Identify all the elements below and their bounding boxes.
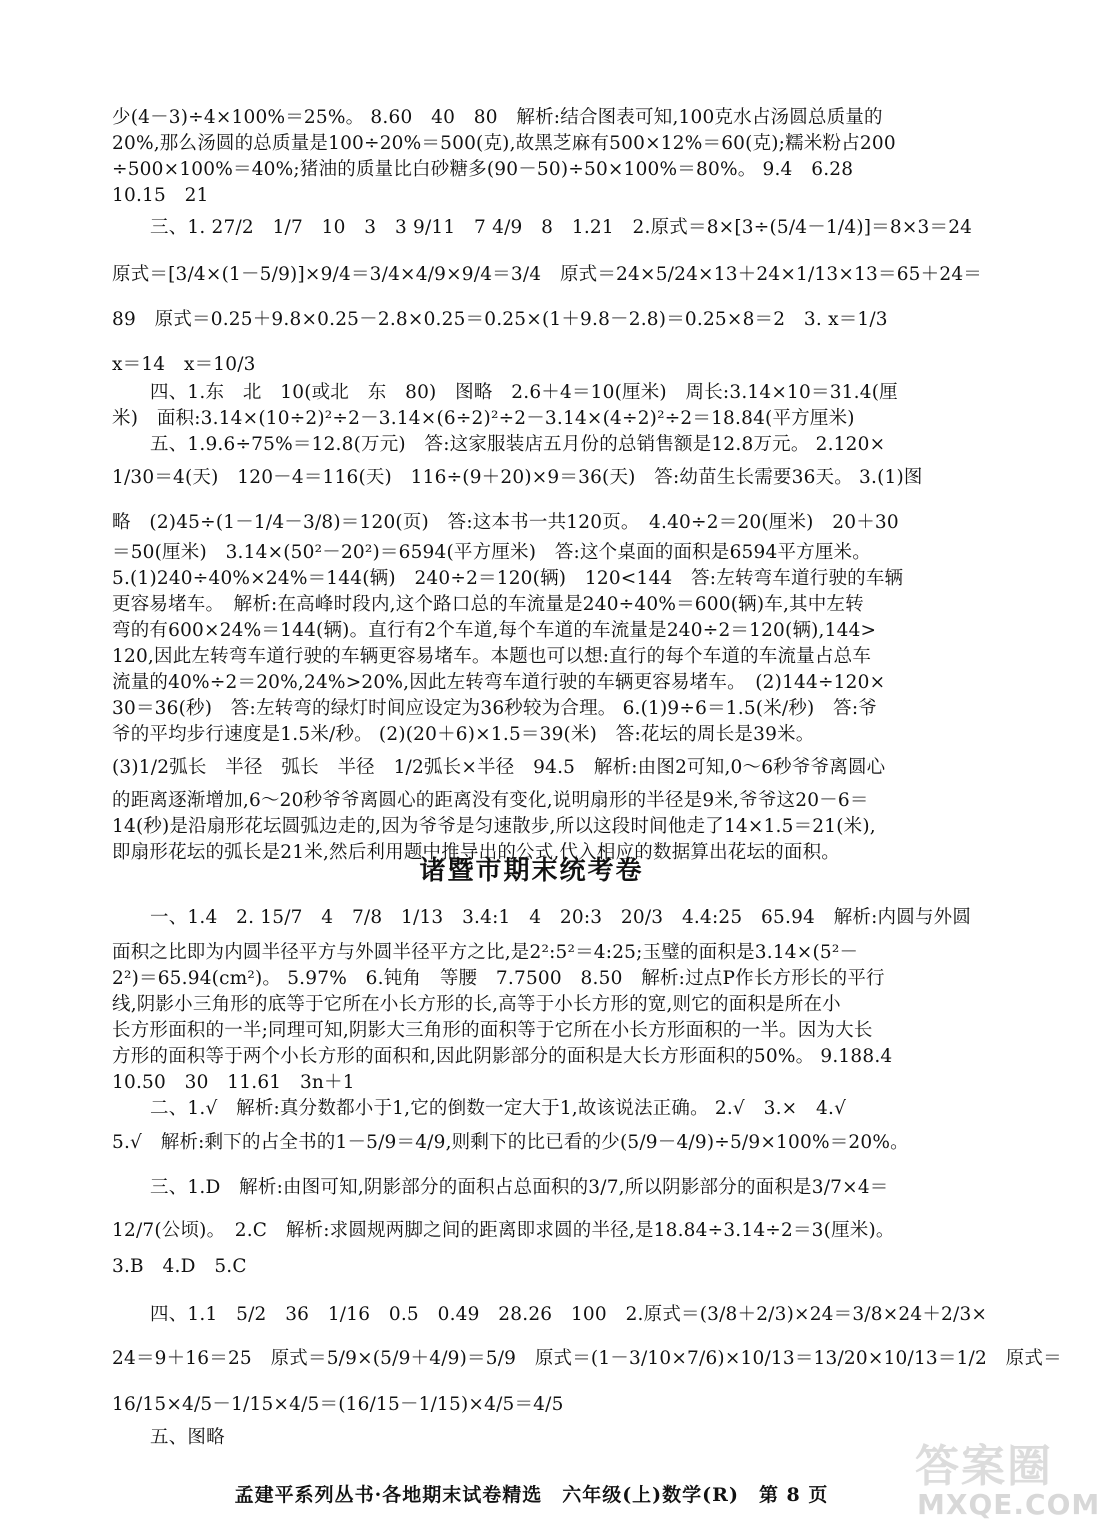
text-line: 线,阴影小三角形的底等于它所在小长方形的长,高等于小长方形的宽,则它的面积是所在小 bbox=[112, 994, 841, 1015]
text-line: 即扇形花坛的弧长是21米,然后利用题中推导出的公式,代入相应的数据算出花坛的面积。 bbox=[112, 842, 841, 863]
text-line: 流量的40%÷2＝20%,24%>20%,因此左转弯车道行驶的车辆更容易堵车。 (2)144÷120× bbox=[112, 672, 886, 693]
text-line: 三、1. 27/2 1/7 10 3 3 9/11 7 4/9 8 1.21 2.原式＝8×[3÷(5/4－1/4)]＝8×3＝24 bbox=[150, 217, 973, 238]
text-line: 更容易堵车。 解析:在高峰时段内,这个路口总的车流量是240÷40%＝600(辆)车,其中左转 bbox=[112, 594, 864, 615]
text-line: 五、图略 bbox=[150, 1427, 225, 1448]
text-line: 长方形面积的一半;同理可知,阴影大三角形的面积等于它所在小长方形面积的一半。因为大长 bbox=[112, 1020, 873, 1041]
text-line: 少(4－3)÷4×100%＝25%。 8.60 40 80 解析:结合图表可知,100克水占汤圆总质量的 bbox=[112, 107, 883, 128]
section-title: 诸暨市期末统考卷 bbox=[419, 856, 644, 886]
text-line: 原式＝[3/4×(1－5/9)]×9/4＝3/4×4/9×9/4＝3/4 原式＝24×5/24×13＋24×1/13×13＝65＋24＝ bbox=[112, 264, 982, 285]
text-line: 略 (2)45÷(1－1/4－3/8)＝120(页) 答:这本书一共120页。 4.40÷2＝20(厘米) 20＋30 bbox=[112, 512, 899, 533]
text-line: 面积之比即为内圆半径平方与外圆半径平方之比,是2²:5²＝4:25;玉璧的面积是3.14×(5²－ bbox=[112, 942, 859, 963]
text-line: 3.B 4.D 5.C bbox=[112, 1256, 247, 1277]
text-line: 10.50 30 11.61 3n＋1 bbox=[112, 1072, 355, 1093]
text-line: 5.(1)240÷40%×24%＝144(辆) 240÷2＝120(辆) 120<144 答:左转弯车道行驶的车辆 bbox=[112, 568, 904, 589]
watermark-mark: 答案圈 bbox=[915, 1441, 1053, 1492]
text-line: 四、1.东 北 10(或北 东 80) 图略 2.6＋4＝10(厘米) 周长:3.14×10＝31.4(厘 bbox=[150, 382, 898, 403]
text-line: 四、1.1 5/2 36 1/16 0.5 0.49 28.26 100 2.原式＝(3/8＋2/3)×24＝3/8×24＋2/3× bbox=[150, 1304, 988, 1325]
text-line: 米) 面积:3.14×(10÷2)²÷2－3.14×(6÷2)²÷2－3.14×(4÷2)²÷2＝18.84(平方厘米) bbox=[112, 408, 855, 429]
text-line: 2²)＝65.94(cm²)。 5.97% 6.钝角 等腰 7.7500 8.50 解析:过点P作长方形长的平行 bbox=[112, 968, 885, 989]
text-line: 二、1.√ 解析:真分数都小于1,它的倒数一定大于1,故该说法正确。 2.√ 3.× 4.√ bbox=[150, 1098, 847, 1119]
text-line: 24＝9＋16＝25 原式＝5/9×(5/9＋4/9)＝5/9 原式＝(1－3/10×7/6)×10/13＝13/20×10/13＝1/2 原式＝ bbox=[112, 1348, 1062, 1369]
text-line: 20%,那么汤圆的总质量是100÷20%＝500(克),故黑芝麻有500×12%＝60(克);糯米粉占200 bbox=[112, 133, 896, 154]
text-line: 30＝36(秒) 答:左转弯的绿灯时间应设定为36秒较为合理。 6.(1)9÷6＝1.5(米/秒) 答:爷 bbox=[112, 698, 877, 719]
text-line: 12/7(公顷)。 2.C 解析:求圆规两脚之间的距离即求圆的半径,是18.84÷3.14÷2＝3(厘米)。 bbox=[112, 1220, 895, 1241]
text-line: 1/30＝4(天) 120－4＝116(天) 116÷(9＋20)×9＝36(天) 答:幼苗生长需要36天。 3.(1)图 bbox=[112, 467, 923, 488]
text-line: 120,因此左转弯车道行驶的车辆更容易堵车。本题也可以想:直行的每个车道的车流量占总车 bbox=[112, 646, 872, 667]
text-line: x＝14 x＝10/3 bbox=[112, 354, 256, 375]
page-footer: 孟建平系列丛书·各地期末试卷精选 六年级(上)数学(R) 第 8 页 bbox=[234, 1484, 829, 1506]
text-line: 三、1.D 解析:由图可知,阴影部分的面积占总面积的3/7,所以阴影部分的面积是3/7×4＝ bbox=[150, 1177, 889, 1198]
text-line: 14(秒)是沿扇形花坛圆弧边走的,因为爷爷是匀速散步,所以这段时间他走了14×1.5＝21(米), bbox=[112, 816, 876, 837]
text-line: ÷500×100%＝40%;猪油的质量比白砂糖多(90－50)÷50×100%＝80%。 9.4 6.28 bbox=[112, 159, 854, 180]
watermark-url: MXQE.COM bbox=[917, 1488, 1100, 1521]
text-line: ＝50(厘米) 3.14×(50²－20²)＝6594(平方厘米) 答:这个桌面的面积是6594平方厘米。 bbox=[112, 542, 871, 563]
watermark-logo bbox=[905, 1430, 1100, 1530]
text-line: 的距离逐渐增加,6～20秒爷爷离圆心的距离没有变化,说明扇形的半径是9米,爷爷这20－6＝ bbox=[112, 790, 869, 811]
text-line: 16/15×4/5－1/15×4/5＝(16/15－1/15)×4/5＝4/5 bbox=[112, 1394, 564, 1415]
text-line: (3)1/2弧长 半径 弧长 半径 1/2弧长×半径 94.5 解析:由图2可知,0～6秒爷爷离圆心 bbox=[112, 757, 886, 778]
text-line: 89 原式＝0.25＋9.8×0.25－2.8×0.25＝0.25×(1＋9.8－2.8)＝0.25×8＝2 3. x＝1/3 bbox=[112, 309, 888, 330]
text-line: 弯的有600×24%＝144(辆)。直行有2个车道,每个车道的车流量是240÷2＝120(辆),144> bbox=[112, 620, 877, 641]
text-line: 一、1.4 2. 15/7 4 7/8 1/13 3.4:1 4 20:3 20/3 4.4:25 65.94 解析:内圆与外圆 bbox=[150, 907, 972, 928]
text-line: 5.√ 解析:剩下的占全书的1－5/9＝4/9,则剩下的比已看的少(5/9－4/9)÷5/9×100%＝20%。 bbox=[112, 1132, 909, 1153]
text-line: 爷的平均步行速度是1.5米/秒。 (2)(20＋6)×1.5＝39(米) 答:花坛的周长是39米。 bbox=[112, 724, 815, 745]
text-line: 10.15 21 bbox=[112, 185, 209, 206]
text-line: 五、1.9.6÷75%＝12.8(万元) 答:这家服装店五月份的总销售额是12.8万元。 2.120× bbox=[150, 434, 886, 455]
text-line: 方形的面积等于两个小长方形的面积和,因此阴影部分的面积是大长方形面积的50%。 9.188.4 bbox=[112, 1046, 893, 1067]
